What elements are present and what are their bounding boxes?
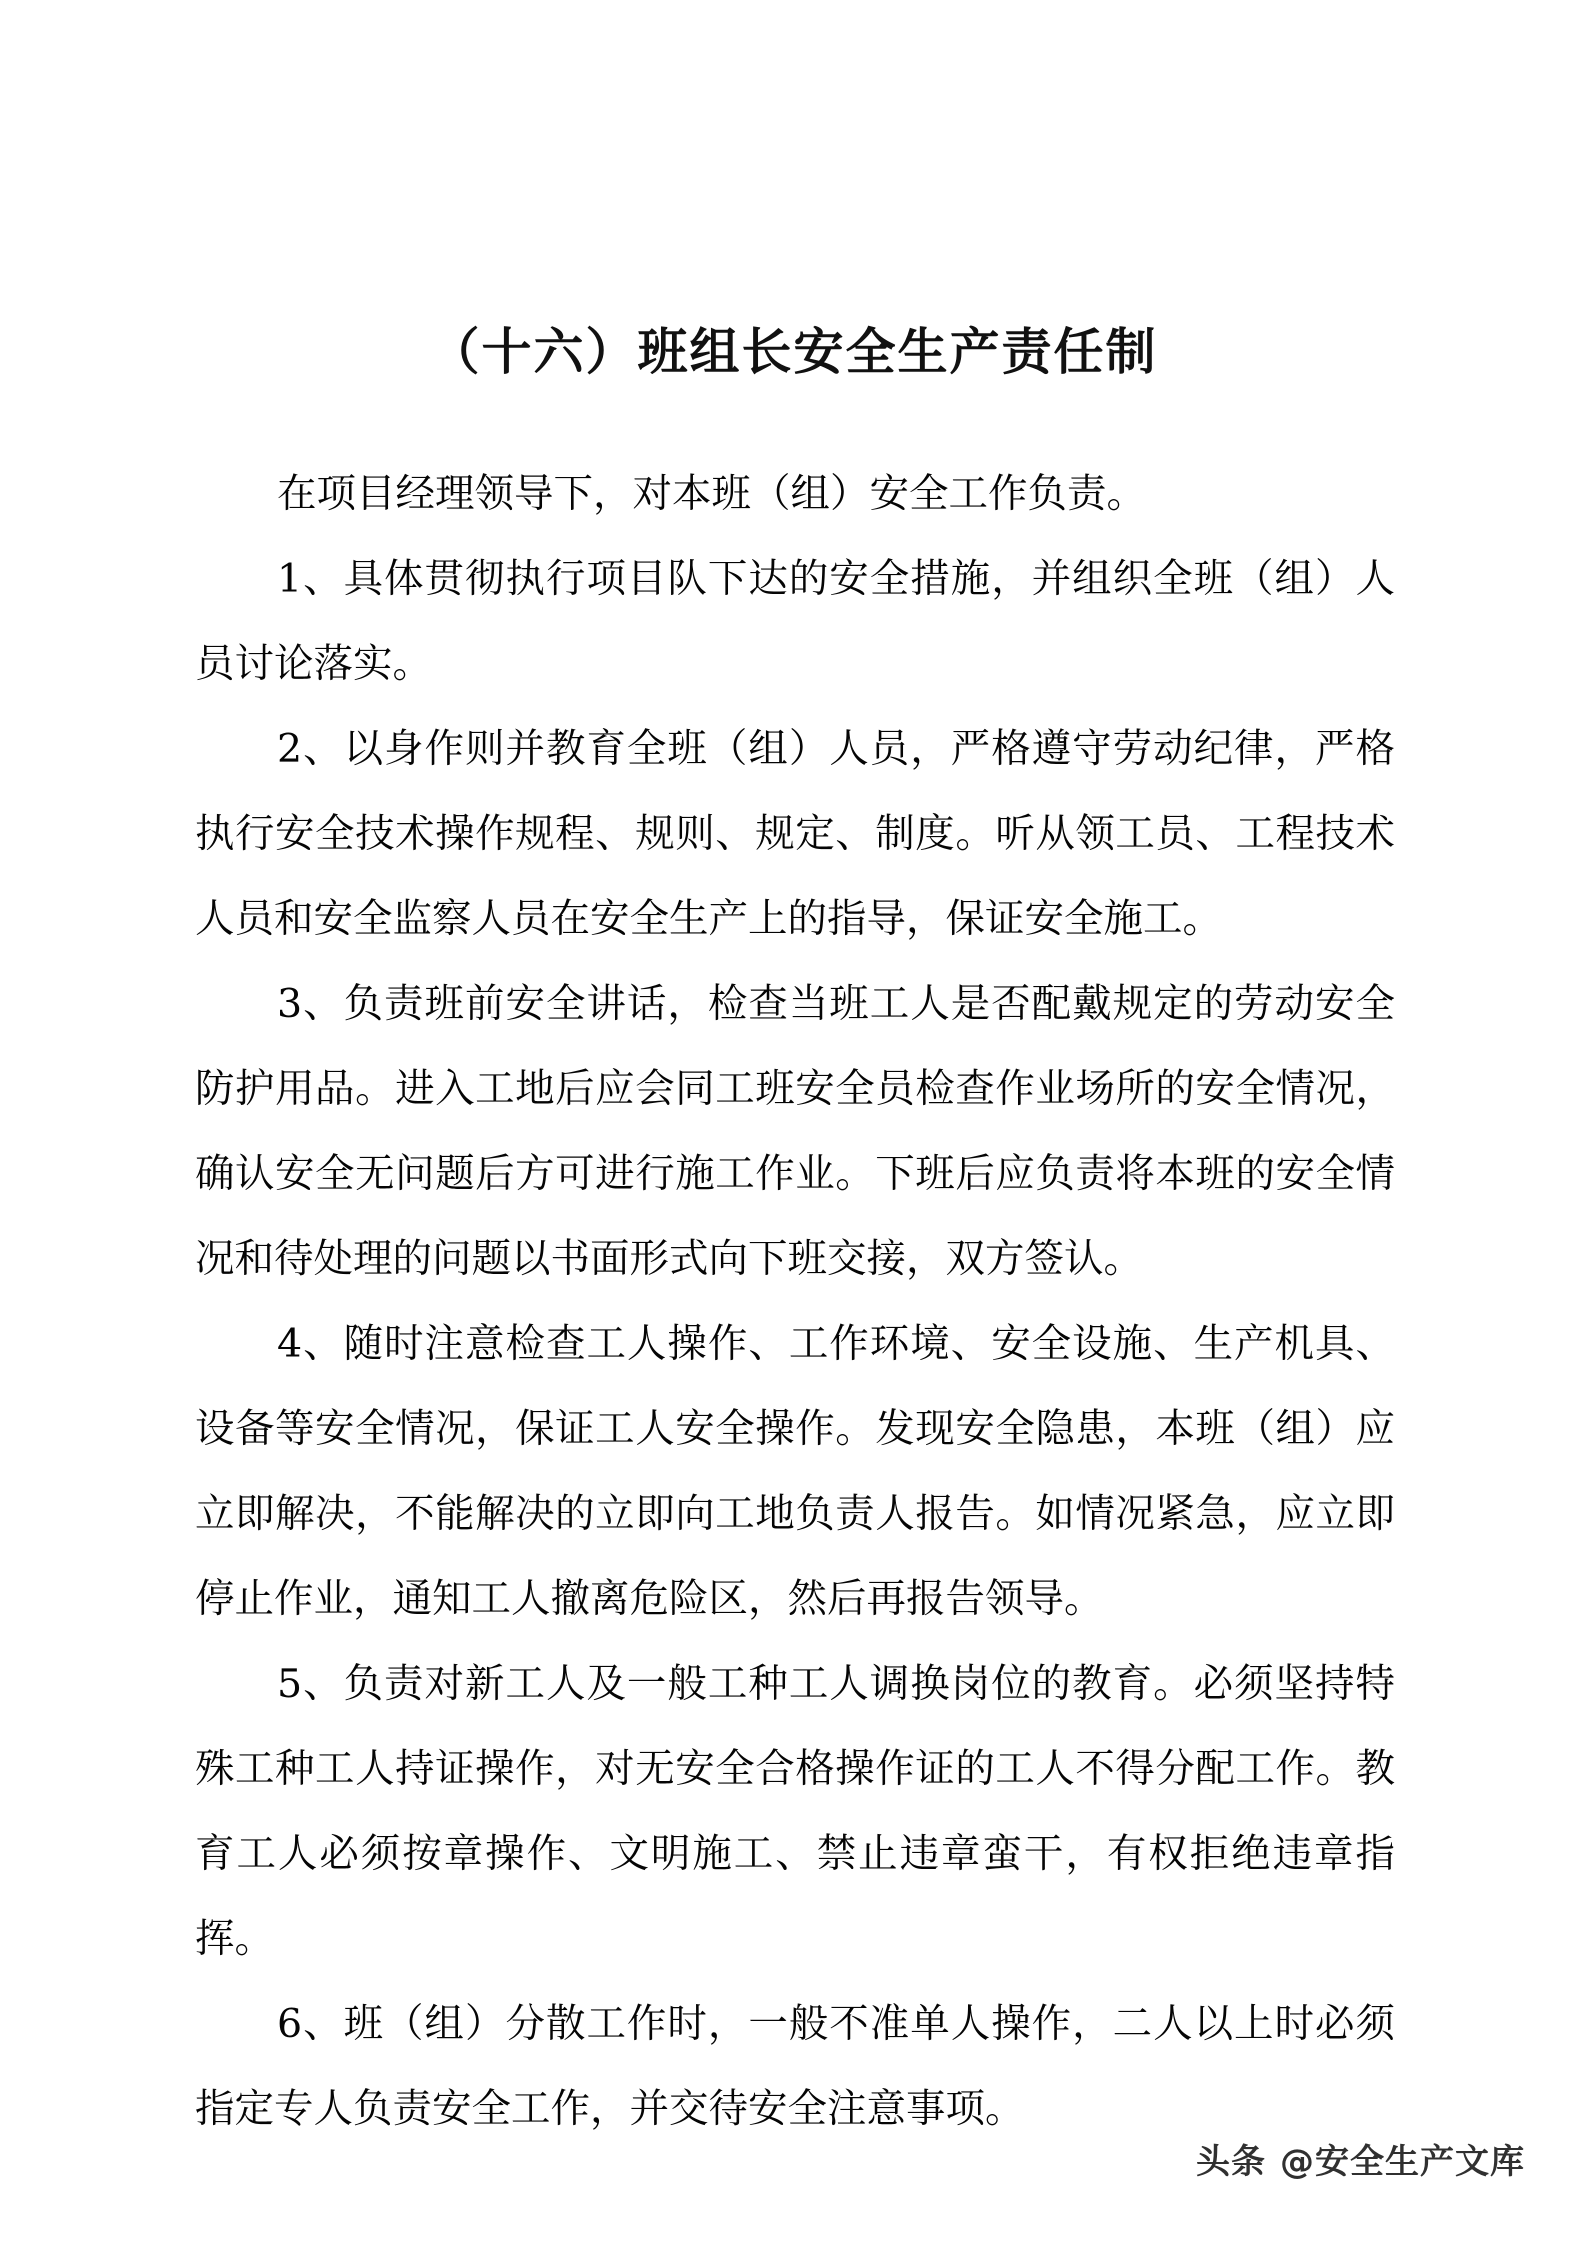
watermark-handle: @安全生产文库 (1280, 2142, 1525, 2182)
paragraph-item-2: 2、以身作则并教育全班（组）人员，严格遵守劳动纪律，严格执行安全技术操作规程、规则、规定、制度。听从领工员、工程技术人员和安全监察人员在安全生产上的指导，保证安全施工。 (195, 726, 1395, 942)
watermark (1196, 2134, 1525, 2183)
paragraph-item-6: 6、班（组）分散工作时，一般不准单人操作，二人以上时必须指定专人负责安全工作，并交待安全注意事项。 (195, 2001, 1395, 2132)
paragraph-item-3: 3、负责班前安全讲话，检查当班工人是否配戴规定的劳动安全防护用品。进入工地后应会同工班安全员检查作业场所的安全情况，确认安全无问题后方可进行施工作业。下班后应负责将本班的安全情况和待处理的问题以书面形式向下班交接，双方签认。 (195, 981, 1395, 1282)
document-body (195, 452, 1395, 2152)
paragraph-item-1: 1、具体贯彻执行项目队下达的安全措施，并组织全班（组）人员讨论落实。 (195, 556, 1395, 687)
paragraph-item-5: 5、负责对新工人及一般工种工人调换岗位的教育。必须坚持特殊工种工人持证操作，对无安全合格操作证的工人不得分配工作。教育工人必须按章操作、文明施工、禁止违章蛮干，有权拒绝违章指挥。 (195, 1661, 1395, 1962)
watermark-brand: 头条 (1196, 2142, 1266, 2182)
paragraph-intro: 在项目经理领导下，对本班（组）安全工作负责。 (277, 471, 1146, 517)
paragraph-item-4: 4、随时注意检查工人操作、工作环境、安全设施、生产机具、设备等安全情况，保证工人安全操作。发现安全隐患，本班（组）应立即解决，不能解决的立即向工地负责人报告。如情况紧急，应立即停止作业，通知工人撤离危险区，然后再报告领导。 (195, 1321, 1395, 1622)
page-title: （十六）班组长安全生产责任制 (429, 322, 1158, 381)
